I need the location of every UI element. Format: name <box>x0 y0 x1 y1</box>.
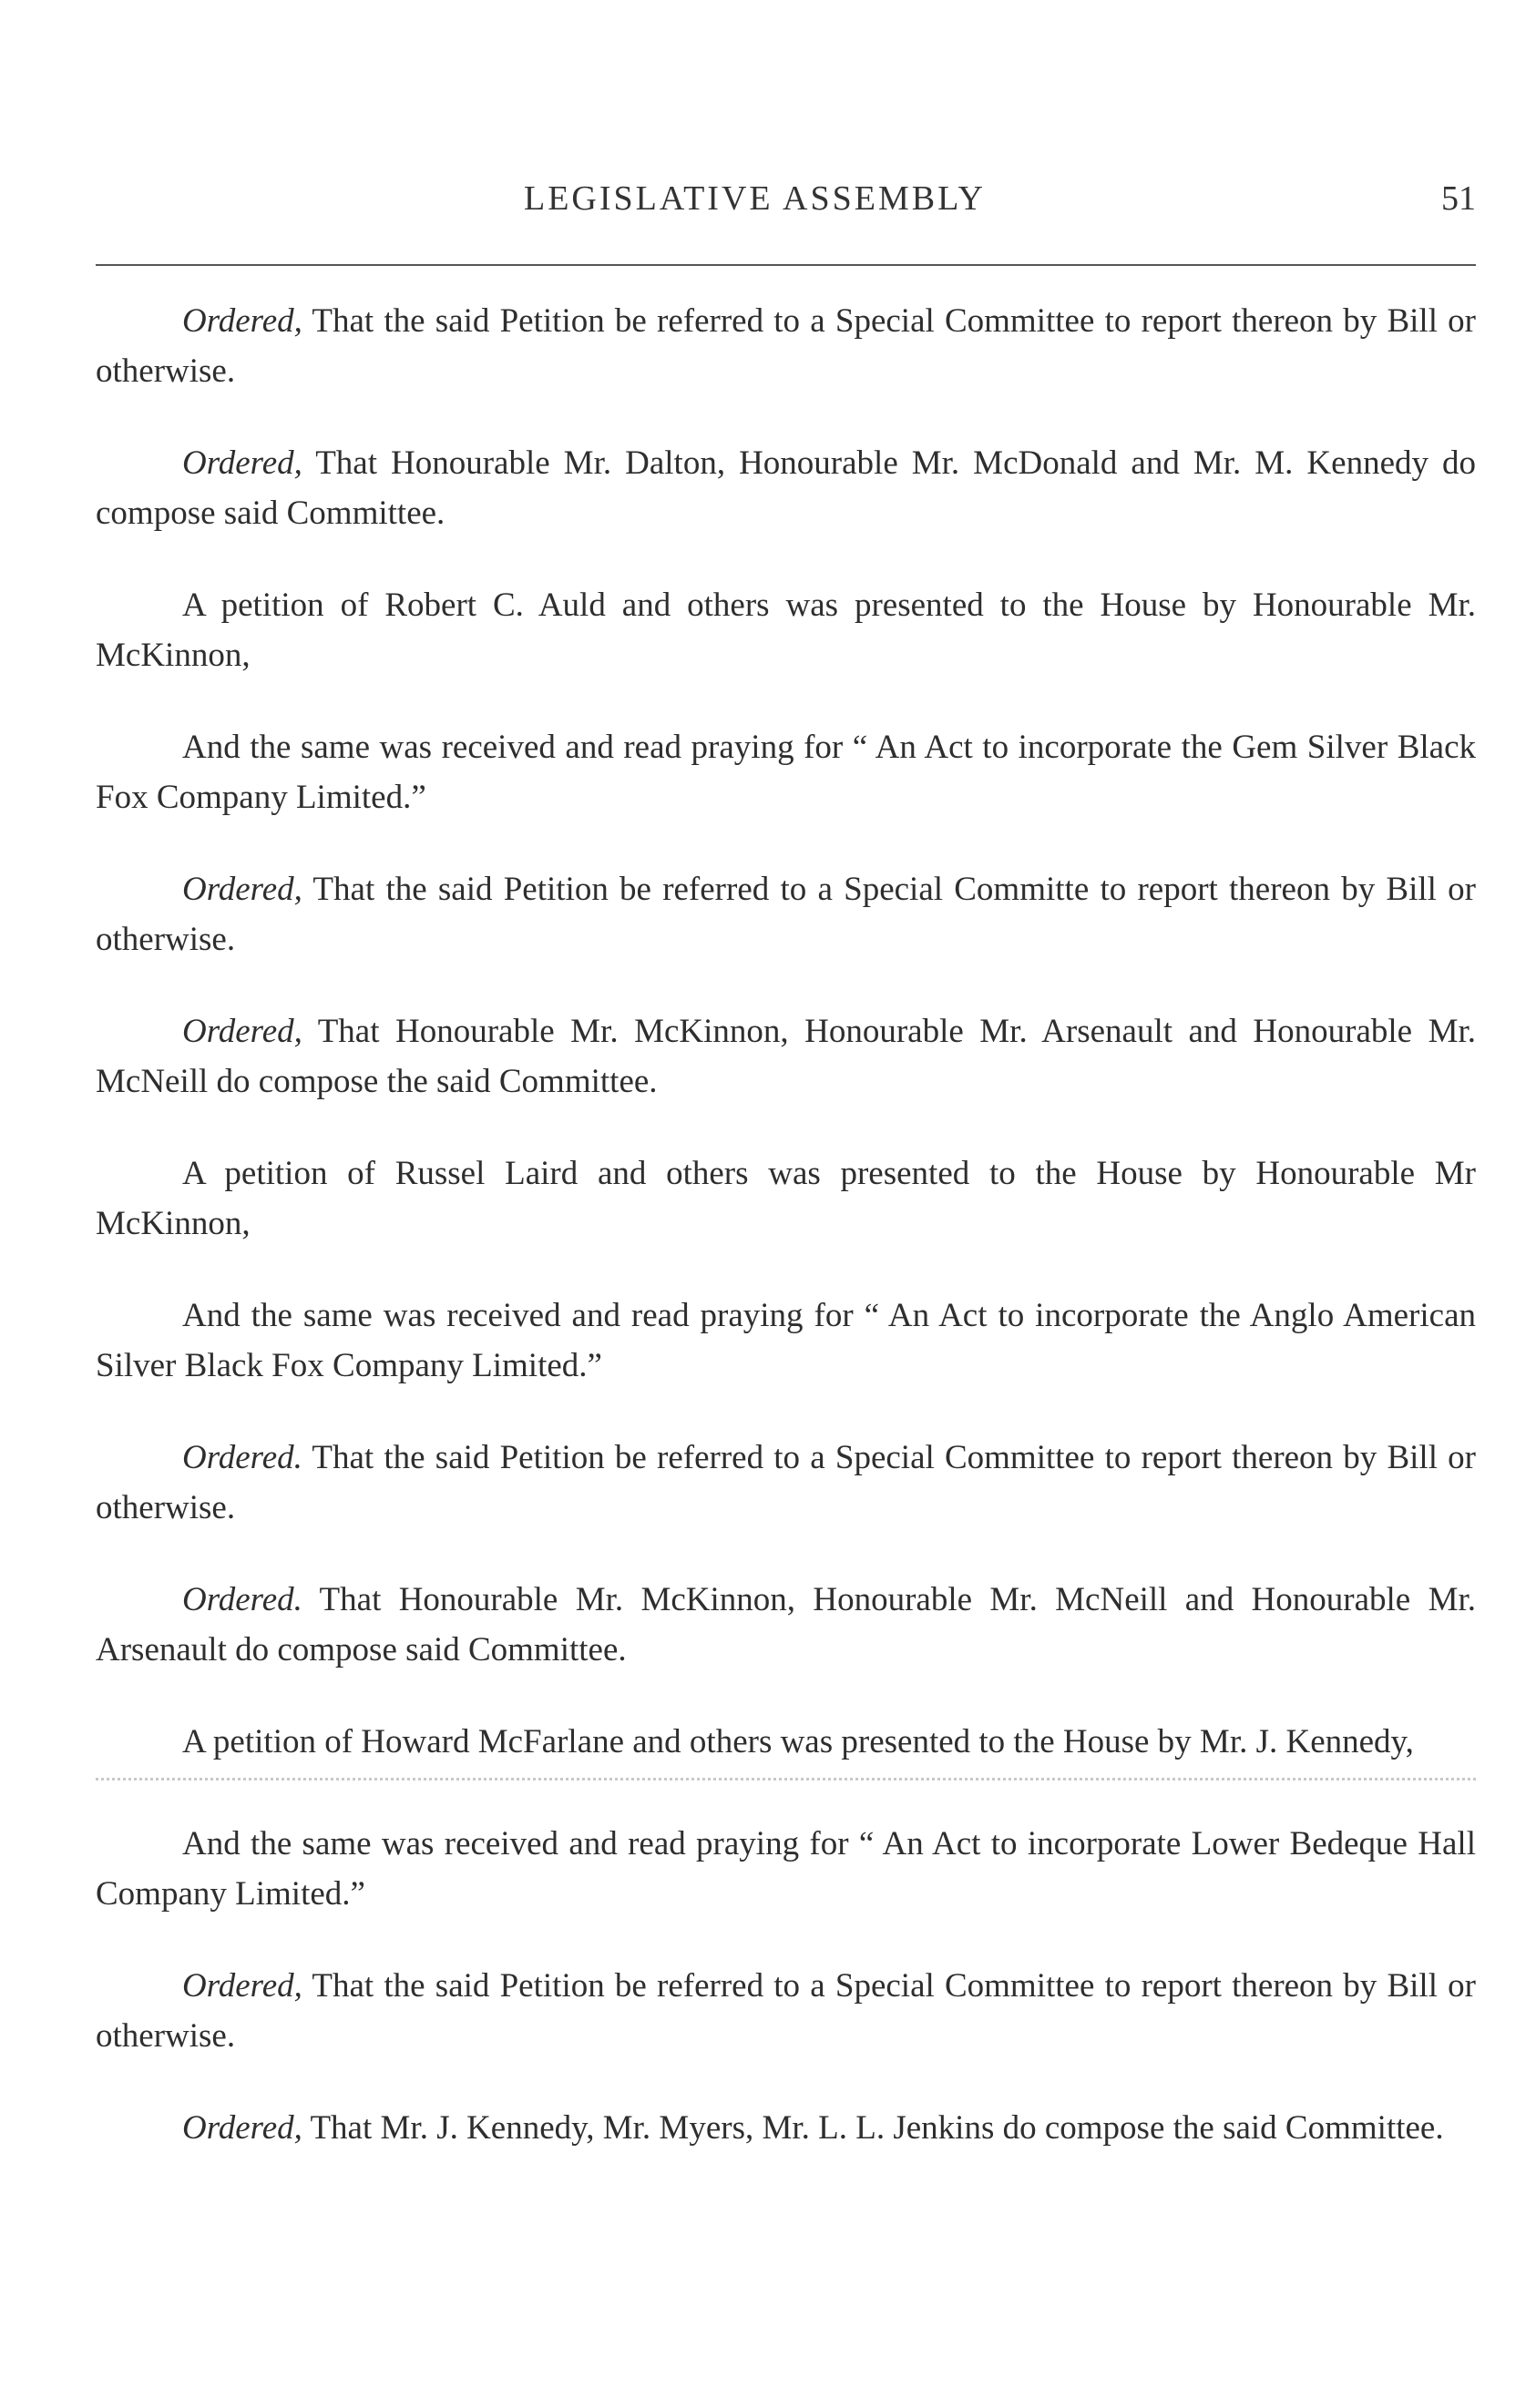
header-rule <box>96 264 1476 266</box>
paragraph <box>96 1006 1476 1107</box>
page-number: 51 <box>1441 179 1476 218</box>
paragraph <box>96 1961 1476 2061</box>
paragraph-lead: Ordered, <box>182 2109 302 2147</box>
paragraph-text: And the same was received and read praying for “ An Act to incorporate the Anglo American Silver Black Fox Company Limited.” <box>96 1297 1476 1384</box>
paragraph-lead: Ordered, <box>182 302 302 340</box>
paragraph-text: A petition of Russel Laird and others was presented to the House by Honourable Mr McKinnon, <box>96 1155 1476 1242</box>
paragraph <box>96 1433 1476 1533</box>
paragraph-text: That the said Petition be referred to a Special Committee to report thereon by Bill or otherwise. <box>96 1967 1476 2055</box>
paragraph-text: And the same was received and read praying for “ An Act to incorporate Lower Bedeque Hall Company Limited.” <box>96 1825 1476 1913</box>
paragraph <box>96 2103 1476 2153</box>
paragraph <box>96 1575 1476 1675</box>
page-header <box>96 179 1476 233</box>
dotted-divider <box>96 1778 1476 1780</box>
paragraph <box>96 438 1476 538</box>
paragraph <box>96 722 1476 822</box>
paragraph-lead: Ordered. <box>182 1581 302 1618</box>
paragraph-text: That Honourable Mr. Dalton, Honourable Mr. McDonald and Mr. M. Kennedy do compose said Committee. <box>96 444 1476 532</box>
paragraph <box>96 864 1476 964</box>
body-text <box>96 296 1476 2195</box>
paragraph-text: That the said Petition be referred to a Special Committe to report thereon by Bill or otherwise. <box>96 871 1476 958</box>
paragraph-text: And the same was received and read praying for “ An Act to incorporate the Gem Silver Black Fox Company Limited.” <box>96 729 1476 816</box>
paragraph <box>96 1717 1476 1767</box>
paragraph-lead: Ordered, <box>182 1013 302 1050</box>
paragraph-text: That Honourable Mr. McKinnon, Honourable Mr. McNeill and Honourable Mr. Arsenault do compose said Committee. <box>96 1581 1476 1668</box>
paragraph-text: A petition of Robert C. Auld and others was presented to the House by Honourable Mr. McKinnon, <box>96 587 1476 674</box>
paragraph-lead: Ordered, <box>182 444 302 482</box>
paragraph <box>96 1819 1476 1919</box>
paragraph <box>96 1148 1476 1249</box>
paragraph <box>96 1291 1476 1391</box>
paragraph-lead: Ordered, <box>182 871 302 908</box>
running-title: LEGISLATIVE ASSEMBLY <box>524 179 986 218</box>
paragraph-text: A petition of Howard McFarlane and others was presented to the House by Mr. J. Kennedy, <box>182 1723 1414 1760</box>
paragraph <box>96 296 1476 396</box>
paragraph-text: That Honourable Mr. McKinnon, Honourable Mr. Arsenault and Honourable Mr. McNeill do compose the said Committee. <box>96 1013 1476 1100</box>
paragraph-text: That Mr. J. Kennedy, Mr. Myers, Mr. L. L. Jenkins do compose the said Committee. <box>302 2109 1444 2147</box>
paragraph-lead: Ordered, <box>182 1967 302 2005</box>
paragraph-text: That the said Petition be referred to a Special Committee to report thereon by Bill or otherwise. <box>96 1439 1476 1526</box>
paragraph-text: That the said Petition be referred to a Special Committee to report thereon by Bill or otherwise. <box>96 302 1476 390</box>
paragraph-lead: Ordered. <box>182 1439 302 1476</box>
paragraph <box>96 580 1476 680</box>
